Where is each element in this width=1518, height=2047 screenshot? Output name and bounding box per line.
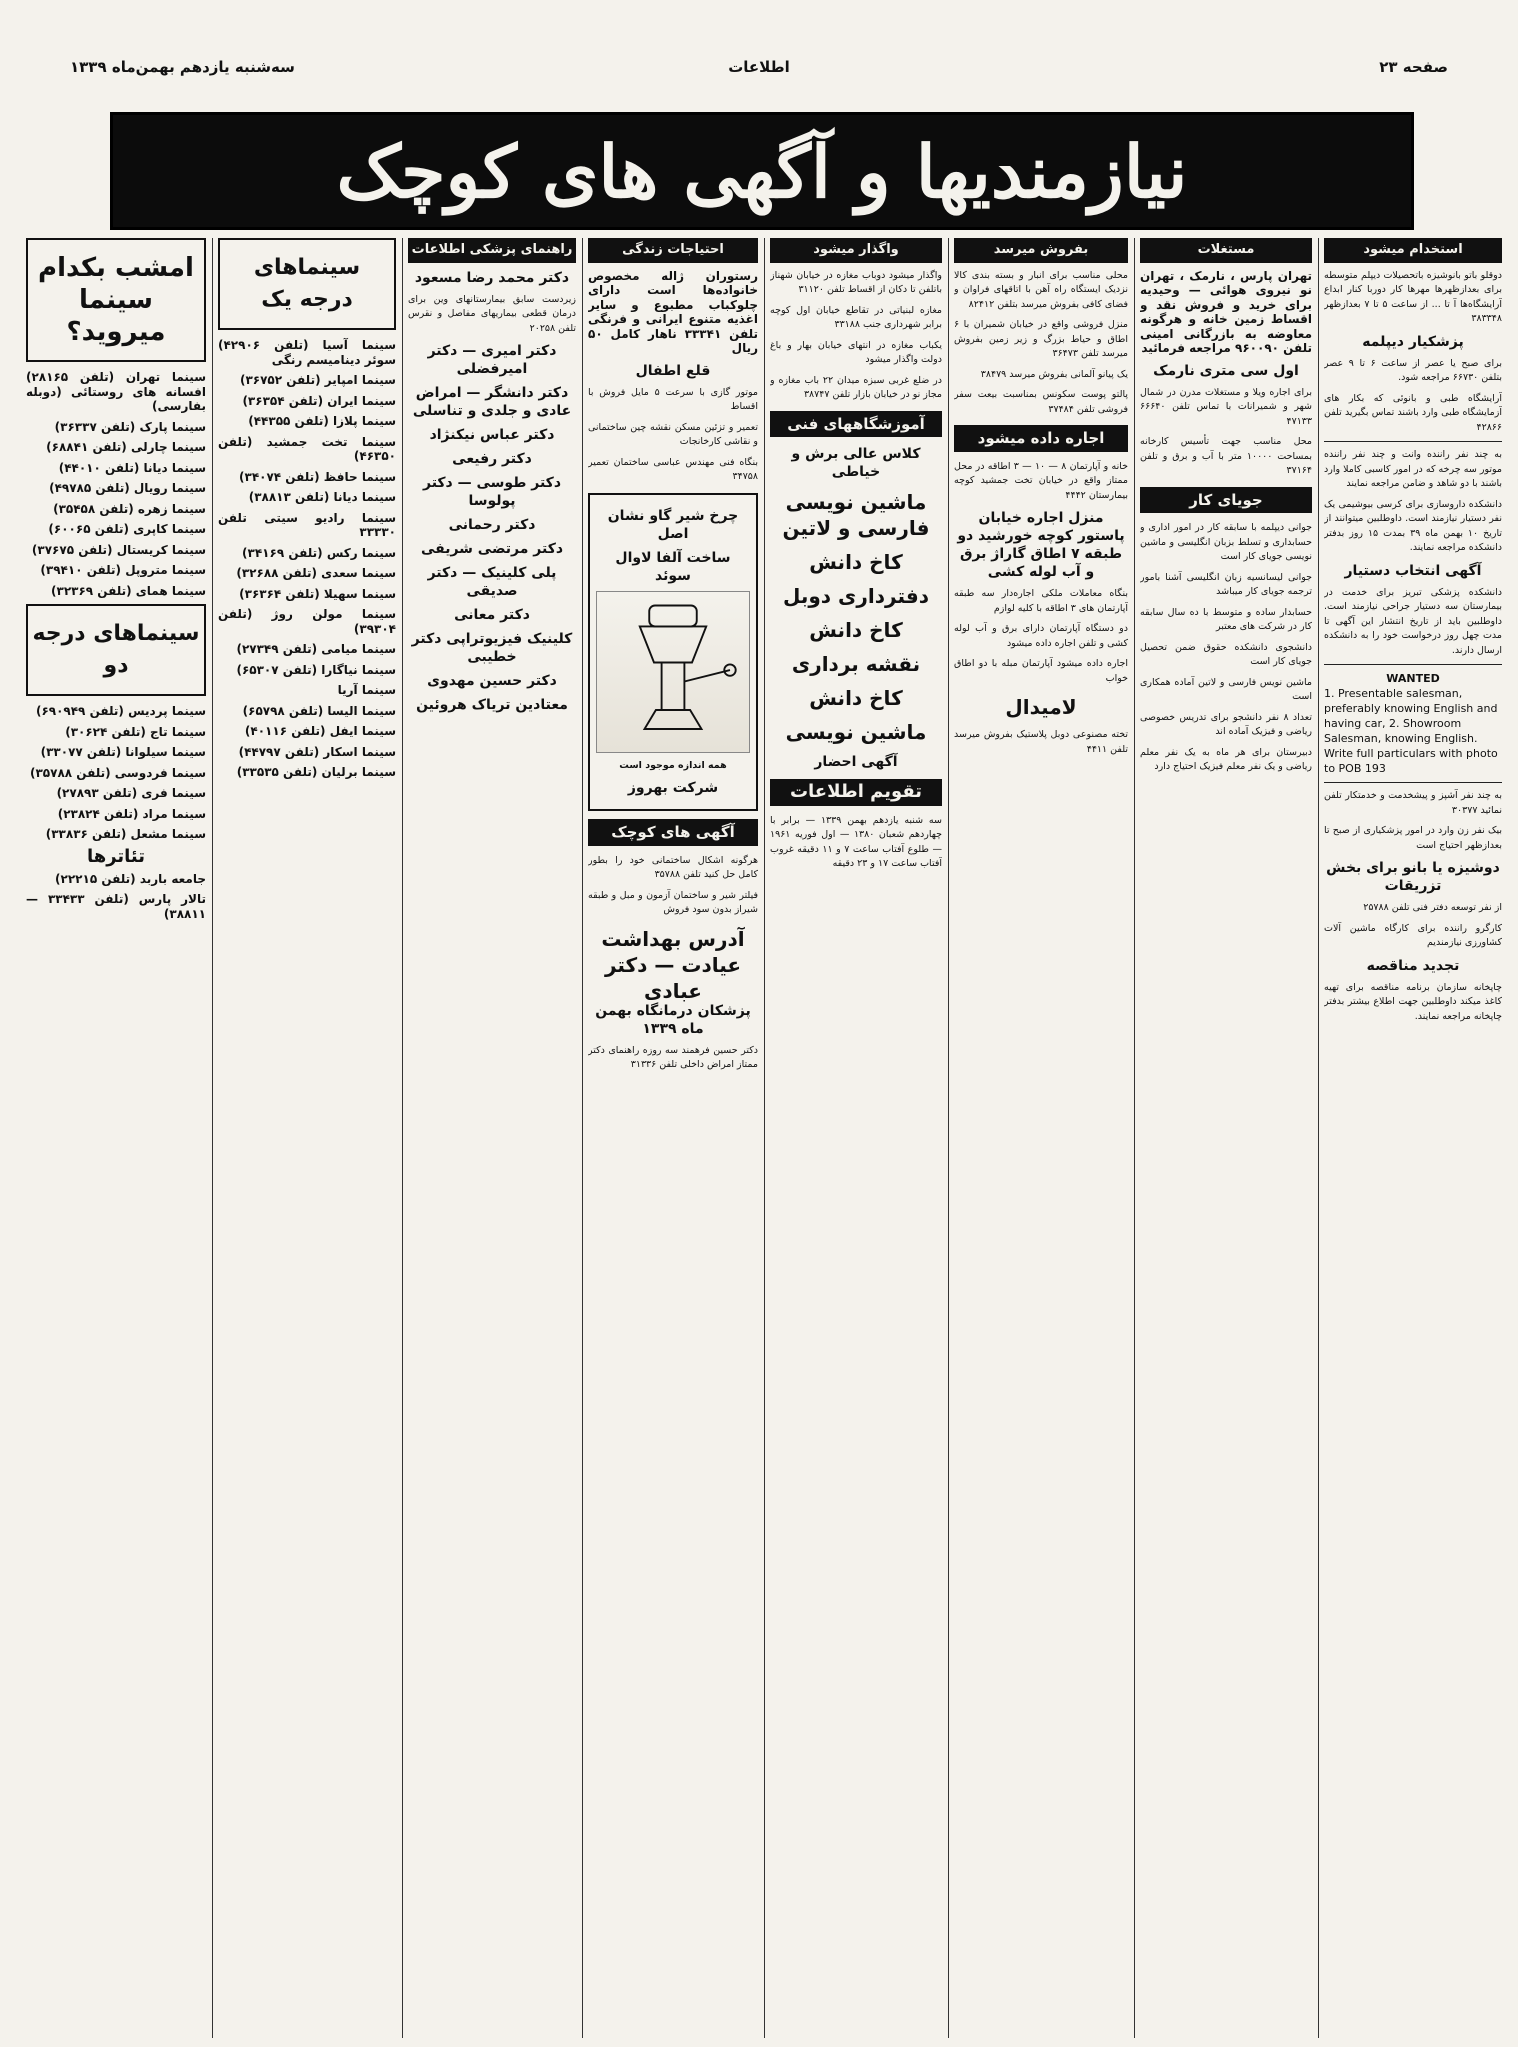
transfers-heading: واگذار میشود — [770, 238, 942, 263]
list-item: ماشین نویس فارسی و لاتین آماده همکاری است — [1140, 676, 1312, 702]
list-item-title: کلینیک فیزیوتراپی دکتر خطیبی — [411, 631, 573, 665]
list-item-title: کلاس عالی برش و خیاطی — [791, 446, 921, 480]
cinema-listing: سینما رادیو سیتی تلفن ۳۳۳۳۰ — [218, 510, 396, 539]
technical-schools-heading: آموزشگاههای فنی — [770, 411, 942, 438]
list-item: پالتو پوست سکونس بمناسبت بیعت سفر فروشی تلفن ۳۷۴۸۴ — [954, 389, 1128, 415]
cinema-listing: سینما تاج (تلفن ۳۰۶۲۴) — [65, 724, 206, 739]
list-item-title: معتادین تریاک هروئین — [416, 697, 568, 713]
list-item: دوقلو باتو بانوشیزه باتحصیلات دیپلم متوسطه برای بعدازظهرها مهرها کار دوربا‌ کنار ابداع آرایشگاه‌ها‌ آ تا ... از ساعت ۵ تا ۷ بعدازظهر ۳۸۳۳۴۸ — [1324, 269, 1502, 324]
list-item: منزل فروشی واقع در خیابان شمیران با ۶ اطاق و حیاط بزرگ و زیر زمین بفروش میرسد تلفن ۳۶۴۷۳ — [954, 319, 1128, 359]
list-item: واگذار میشود دوباب مغازه در خیابان شهناز باتلفن تا دکان از اقساط تلفن ۳۱۱۲۰ — [770, 269, 942, 295]
list-item-title: دوشیزه یا بانو برای بخش تزریقات — [1326, 860, 1500, 894]
calendar-text: سه شنبه یازدهم بهمن ۱۳۳۹ — برابر با چهاردهم شعبان ۱۳۸۰ — اول فوریه ۱۹۶۱ — طلوع آفتاب ساعت ۷ و ۱۱ دقیقه غروب آفتاب ساعت ۱۷ و ۲۳ دقیقه — [770, 814, 942, 869]
divider — [1324, 441, 1502, 442]
cream-separator-icon — [597, 592, 749, 752]
cream-separator-illustration — [596, 591, 750, 753]
list-item: یکباب مغازه در انتهای خیابان بهار و باغ دولت واگذار میشود — [770, 339, 942, 365]
list-item: به چند نفر آشپز و پیشخدمت و خدمتکار تلفن نمائید ۳۰۳۷۷ — [1324, 790, 1502, 816]
employment-heading: استخدام میشود — [1324, 238, 1502, 263]
list-item-title: دکتر طوسی — دکتر پولوسا — [422, 475, 562, 509]
cinema-listing: سینما کریستال (تلفن ۳۷۶۷۵) — [31, 542, 206, 557]
column-divider — [212, 238, 213, 2038]
real-estate-heading: مستغلات — [1140, 238, 1312, 263]
calendar-heading: تقویم اطلاعات — [770, 779, 942, 806]
list-item-title: دکتر حسین مهدوی — [427, 673, 557, 689]
ad-subtitle: ساخت آلفا لاوال سوئد — [615, 549, 731, 584]
list-item: یک پیانو آلمانی بفروش میرسد ۳۸۴۷۹ — [980, 368, 1128, 380]
list-item: دبیرستان برای هر ماه به یک نفر معلم ریاضی و یک نفر معلم فیزیک احتیاج دارد — [1140, 746, 1312, 772]
doctor-signature-ad — [588, 926, 758, 1003]
list-item-title: نقشه برداری — [791, 652, 921, 676]
cinema-listing: سینما فردوسی (تلفن ۳۵۷۸۸) — [30, 765, 206, 780]
list-item-title: پزشکان درمانگاه بهمن ماه ۱۳۳۹ — [595, 1002, 751, 1037]
list-item-title: دکتر رحمانی — [448, 517, 536, 533]
cinema-listing: سینما پلازا (تلفن ۴۴۳۵۵) — [248, 414, 396, 428]
cinema-listing: سینما متروپل (تلفن ۳۹۴۱۰) — [40, 563, 206, 577]
cinema-listing: سینما دیانا (تلفن ۴۴۰۱۰) — [58, 460, 206, 475]
list-item-title: آگهی انتخاب دستیار — [1344, 562, 1482, 579]
list-item: از نفر توسعه دفتر فنی تلفن ۲۵۷۸۸ — [1363, 902, 1502, 913]
ad-company: شرکت بهروز — [627, 780, 719, 796]
cinema-listing: سینما مشعل (تلفن ۳۳۸۳۶) — [45, 827, 206, 841]
cinema-listing: سینما فری (تلفن ۲۷۸۹۳) — [56, 786, 206, 800]
list-item: به چند نفر راننده وانت و چند نفر راننده موتور سه چرخه که در امور کاسبی کاملا وارد باشند با دو شاهد و ضامن مراجعه نمایند — [1324, 449, 1502, 489]
list-item: دو دستگاه آپارتمان دارای برق و آب لوله کشی و تلفن اجاره داده میشود — [954, 623, 1128, 649]
list-item-title: تجدید مناقصه — [1366, 957, 1460, 974]
list-item: دانشجوی دانشکده حقوق ضمن تحصیل جویای کار است — [1140, 641, 1312, 667]
column-real-estate — [1140, 238, 1312, 2038]
cinema-listing: سینما مولن روژ (تلفن ۳۹۳۰۴) — [218, 607, 396, 636]
list-item: تهران‌ پارس ، نارمک ، تهران‌ نو نیروی هوائی — وحیدیه برای خرید و فروش نقد و اقساط زمین خانه و هرگونه معاوضه به بازرگانی امینی تلفن ۹۶۰۰۹۰ مراجعه فرمائید — [1140, 268, 1312, 355]
divider — [1324, 664, 1502, 665]
list-item: محل مناسب جهت تأسیس کارخانه بمساحت ۱۰۰۰۰ متر با آب و برق و تلفن ۳۷۱۶۴ — [1140, 436, 1312, 476]
list-item-title: دکتر عباس نیکنژاد — [429, 427, 555, 443]
list-item: هرگونه اشکال ساختمانی خود را بطور کامل حل کنید تلفن ۳۵۷۸۸ — [588, 854, 758, 880]
list-item: تخته مصنوعی دوبل پلاستیک بفروش میرسد تلفن ۴۴۱۱ — [954, 729, 1128, 755]
list-item: محلی مناسب برای انبار و بسته بندی کالا نزدیک ایستگاه راه آهن با اتاقهای فراوان و فضای کافی بفروش میرسد بتلفن ۸۲۴۱۲ — [954, 269, 1128, 310]
cinema-listing: سینما تخت جمشید (تلفن ۴۶۳۵۰) — [218, 434, 396, 463]
wanted-text: 1. Presentable salesman, preferably knowing English and having car, 2. Showroom Salesman, knowing English. Write full particulars with photo to POB 193 — [1324, 687, 1498, 775]
issue-date: سه‌شنبه یازدهم بهمن‌ماه ۱۳۳۹ — [70, 58, 295, 76]
cinema-listing: سینما دیانا (تلفن ۳۸۸۱۳) — [248, 490, 396, 504]
list-item: کارگرو راننده برای کارگاه ماشین آلات کشاورزی نیازمندیم — [1324, 922, 1502, 948]
cinema-listing: سینما حافظ (تلفن ۳۴۰۷۴) — [239, 469, 396, 484]
cinema-listing: سینما پردیس (تلفن ۶۹۰۹۴۹) — [35, 704, 206, 718]
cinema-listing: سینما پارک (تلفن ۳۶۳۳۷) — [54, 419, 206, 434]
list-item-title: دفترداری دوبل — [783, 584, 929, 608]
list-item: بنگاه معاملات ملکی اجاره‌دار سه طبقه آپارتمان های ۳ اطاقه با کلیه لوازم — [954, 588, 1128, 614]
cinema-listing: سینما تهران (تلفن ۲۸۱۶۵) افسانه های روستائی (دوبله بفارسی) — [26, 370, 206, 413]
list-item: فیلتر شیر و ساختمان آزمون و مبل و طبقه شیراز بدون سود فروش — [588, 889, 758, 915]
wanted-ad — [1324, 671, 1502, 776]
list-item-title: ماشین نویسی فارسی و لاتین — [782, 490, 930, 540]
list-item-title: اول سی متری نارمک — [1153, 362, 1299, 379]
list-item: دکتر حسین فرهمند سه روزه راهنمای دکتر ممتاز امراض داخلی تلفن ۳۱۳۳۶ — [588, 1044, 758, 1070]
small-ads-heading: آگهی های کوچک — [588, 819, 758, 846]
column-divider — [582, 238, 583, 2038]
list-item: دانشکده پزشکی تبریز برای خدمت در بیمارستان سه دستیار جراحی نیازمند است. داوطلبین باید از تاریخ انتشار این آگهی تا مدت چهل روز درخواست خود را به دانشکده ارسال دارند. — [1324, 586, 1502, 656]
cinema-listing: سینما برلیان (تلفن ۳۳۵۳۵) — [236, 765, 396, 779]
divider — [1324, 782, 1502, 783]
ad-note: همه اندازه موجود است — [619, 759, 727, 771]
cinema-listing: سینما آسیا (تلفن ۴۲۹۰۶) سوئر دینامیسم رنگی — [218, 338, 396, 367]
cinema-listing: سینما نیاگارا (تلفن ۶۵۳۰۷) — [236, 662, 396, 677]
column-cinema-first-class — [218, 238, 396, 2038]
column-divider — [1318, 238, 1319, 2038]
column-divider — [948, 238, 949, 2038]
cinema-listing: سینما سهیلا (تلفن ۳۶۳۶۴) — [239, 586, 396, 601]
list-item: موتور گازی با سرعت ۵ مایل فروش با اقساط — [588, 386, 758, 412]
list-item-title: دکتر مرتضی شریفی — [420, 541, 564, 557]
column-transfers — [770, 238, 942, 2038]
cinema-listing: سینما همای (تلفن ۳۲۳۶۹) — [51, 583, 206, 598]
newspaper-name: اطلاعات — [728, 58, 790, 76]
list-item: دانشکده داروسازی برای کرسی بیوشیمی یک نفر دستیار نیازمند است. داوطلبین میتوانند از تاریخ ۱۰ بهمن ماه ۳۹ بمدت ۱۵ روز بدفتر دانشکده مراجعه نمایند. — [1324, 498, 1502, 553]
list-item-title: کاخ دانش — [809, 550, 903, 574]
cinema-listing: سینما چارلی (تلفن ۶۸۸۴۱) — [46, 440, 206, 454]
column-for-sale — [954, 238, 1128, 2038]
column-divider — [764, 238, 765, 2038]
cinema-listing: سینما سیلوانا (تلفن ۳۳۰۷۷) — [40, 745, 206, 759]
columns-area — [18, 238, 1502, 2038]
theater-heading: تئاترها — [86, 845, 146, 867]
list-item-title: قلع اطفال — [635, 362, 711, 379]
list-item-title: پزشکیار دیپلمه — [1362, 333, 1464, 350]
classifieds-banner — [110, 112, 1414, 230]
for-rent-heading: اجاره داده میشود — [954, 425, 1128, 452]
list-item: اجاره داده میشود آپارتمان مبله با دو اطاق خواب — [954, 658, 1128, 684]
list-item: حسابدار ساده و متوسط با ده سال سابقه کار در شرکت های معتبر — [1140, 606, 1312, 632]
column-employment — [1324, 238, 1502, 2038]
column-divider — [402, 238, 403, 2038]
cinema-listing: سینما کاپری (تلفن ۶۰۰۶۵) — [48, 522, 206, 536]
list-item-title: آگهی احضار — [814, 754, 898, 770]
list-item: جوانی لیسانسیه زبان انگلیسی آشنا بامور ترجمه جویای کار میباشد — [1140, 571, 1312, 597]
column-doctors — [408, 238, 576, 2038]
cinema-listing: سینما امپایر (تلفن ۳۶۷۵۲) — [239, 373, 396, 387]
list-item: برای صبح یا عصر از ساعت ۶ تا ۹ عصر بتلفن ۶۶۷۳۰ مراجعه شود. — [1324, 357, 1502, 383]
list-item: تعمیر و تزئین مسکن نقشه چین ساختمانی و نقاشی کارخانجات — [588, 421, 758, 447]
list-item: جوانی دیپلمه با سابقه کار در امور اداری و حسابداری و تسلط بزبان انگلیسی و ماشین نویسی جویای کار است — [1140, 522, 1312, 562]
cinema-first-class-heading: سینماهای درجه یک — [218, 238, 396, 330]
list-item: در ضلع غربی سبزه میدان ۲۲ باب مغازه و مجاز نو در خیابان بازار تلفن ۳۸۷۴۷ — [770, 374, 942, 400]
list-item-title: دکتر امیری — دکتر امیرفضلی — [427, 343, 557, 377]
list-item-title: منزل اجاره خیابان پاستور کوچه خورشید دو طبقه ۷ اطاق گاراژ برق و آب لوله کشی — [957, 510, 1125, 580]
cinema-listing: سینما آریا — [337, 683, 396, 697]
column-cinema-guide — [26, 238, 206, 2038]
column-life-needs — [588, 238, 758, 2038]
list-item: خانه و آپارتمان ۸ — ۱۰ — ۳ اطاقه در محل ممتاز واقع در خیابان تخت جمشید کوچه بیمارستان ۴۴۴۲ — [954, 460, 1128, 501]
list-item: برای اجاره ویلا و مستغلات مدرن در شمال شهر و شمیرانات با تماس تلفن ۶۶۶۴۰ ۴۷۱۳۳ — [1140, 386, 1312, 427]
list-item: آرایشگاه طبی و بانوئی که بکار های آزمایشگاه طبی وارد باشند تماس بگیرید تلفن ۴۲۸۶۶ — [1324, 392, 1502, 433]
cinema-listing: سینما زهره (تلفن ۳۵۴۵۸) — [53, 501, 206, 516]
theater-listing: جامعه باربد (تلفن ۲۲۲۱۵) — [55, 871, 206, 886]
signature-text: آدرس بهداشت عیادت — دکتر عبادی — [601, 926, 745, 1003]
list-item-title: لامیدال — [1005, 695, 1077, 719]
list-item: رستوران ژاله مخصوص خانواده‌ها است دارای چلوکباب مطبوع و سایر اغذیه متنوع ایرانی و فرنگی تلفن ۳۳۳۴۱ ناهار کامل ۵۰ ریال — [588, 268, 758, 355]
wanted-title: WANTED — [1386, 672, 1440, 685]
cream-separator-ad — [588, 493, 758, 812]
life-needs-heading: احتیاجات زندگی — [588, 238, 758, 263]
cinema-listing: سینما ایران (تلفن ۳۶۳۵۴) — [242, 393, 396, 408]
list-item: بنگاه فنی مهندس عباسی ساختمان تعمیر ۳۴۷۵۸ — [588, 456, 758, 482]
list-item-title: دکتر محمد رضا مسعود — [414, 269, 570, 286]
cinema-listing: سینما مراد (تلفن ۲۳۸۲۴) — [57, 806, 206, 821]
theater-listing: تالار پارس (تلفن ۳۳۴۳۳ — ۳۸۸۱۱) — [26, 892, 206, 921]
cinema-second-class-heading: سینماهای درجه دو — [26, 604, 206, 696]
banner-title: نیازمندیها و آگهی های کوچک — [336, 128, 1188, 214]
column-divider — [1134, 238, 1135, 2038]
list-item: زیردست سابق بیمارستانهای وین برای درمان قطعی بیماریهای مفاصل و نقرس تلفن ۲۰۲۵۸ — [408, 293, 576, 334]
page-number: صفحه ۲۳ — [1379, 58, 1448, 76]
list-item-title: کاخ دانش — [809, 686, 903, 710]
ad-title: چرخ شیر گاو نشان اصل — [607, 507, 739, 542]
list-item-title: دکتر معانی — [454, 607, 530, 623]
cinema-listing: سینما ایفل (تلفن ۴۰۱۱۶) — [244, 724, 396, 738]
list-item: بیک نفر زن وارد در امور پزشکیاری از صبح تا بعدازظهر احتیاج است — [1324, 825, 1502, 851]
for-sale-heading: بفروش میرسد — [954, 238, 1128, 263]
cinema-listing: سینما رکس (تلفن ۳۴۱۶۹) — [242, 545, 396, 560]
list-item-title: دکتر رفیعی — [452, 451, 532, 467]
list-item-title: کاخ دانش — [809, 618, 903, 642]
page-header — [0, 0, 1518, 90]
list-item-title: پلی کلینیک — دکتر صدیقی — [427, 565, 557, 599]
cinema-listing: سینما رویال (تلفن ۴۹۷۸۵) — [49, 481, 206, 495]
cinema-listing: سینما سعدی (تلفن ۳۲۶۸۸) — [236, 566, 396, 580]
doctors-heading: راهنمای پزشکی اطلاعات — [408, 238, 576, 263]
list-item: مغازه لبنیاتی در تقاطع خیابان اول کوچه برابر شهرداری جنب ۳۳۱۸۸ — [770, 304, 942, 330]
cinema-listing: سینما الیسا (تلفن ۶۵۷۹۸) — [242, 703, 396, 718]
cinema-listing: سینما میامی (تلفن ۲۷۳۴۹) — [236, 642, 396, 656]
cinema-listing: سینما اسکار (تلفن ۴۴۷۹۷) — [238, 744, 396, 759]
list-item: تعداد ۸ نفر دانشجو برای تدریس خصوصی ریاضی و فیزیک آماده اند — [1140, 711, 1312, 737]
jobs-wanted-heading: جویای کار — [1140, 487, 1312, 514]
list-item-title: دکتر دانشگر — امراض عادی و جلدی و تناسلی — [412, 385, 572, 419]
cinema-guide-title: امشب بکدام سینما میروید؟ — [26, 238, 206, 362]
list-item-title: ماشین نویسی — [785, 720, 927, 744]
list-item: چاپخانه سازمان برنامه مناقصه برای تهیه کاغذ میکند داوطلبین جهت اطلاع بیشتر بدفتر چاپخانه مراجعه نمایند. — [1324, 981, 1502, 1022]
